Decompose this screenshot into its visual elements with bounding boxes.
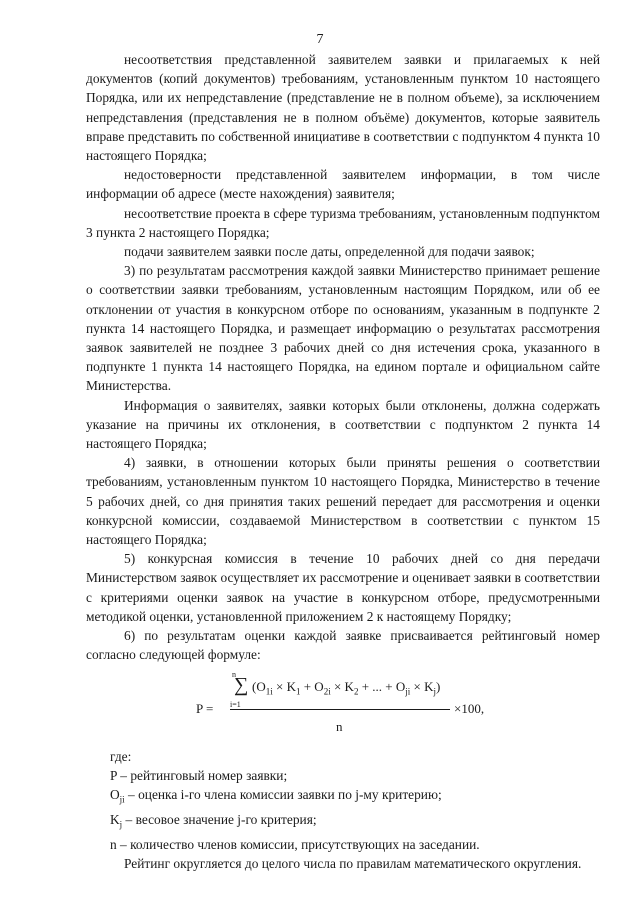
paragraph-9: 6) по результатам оценки каждой заявке присваивается рейтинговый номер согласно следующей формуле: [86,628,600,663]
fraction-line [230,709,450,710]
paragraph-2: недостоверности представленной заявителем информации, в том числе информации об адресе (месте нахождения) заявителя; [86,167,600,202]
paragraph-3: несоответствие проекта в сфере туризма требованиям, установленным подпунктом 3 пункта 2 настоящего Порядка; [86,205,600,240]
oji-text: – оценка i-го члена комиссии заявки по j-му критерию; [124,786,442,802]
paragraph-4: подачи заявителем заявки после даты, определенной для подачи заявок; [124,244,535,260]
paragraph-5: 3) по результатам рассмотрения каждой заявки Министерство принимает решение о соответствии заявки требованиям, установленным настоящим Порядком, или об ее отклонении от участия в конкурсном отборе по основаниям, указанным в подпункте 2 пункта 14 настоящего Порядка, и размещает информацию о результатах рассмотрения заявок заявителей не позднее 3 рабочих дней со дня истечения срока, указанного в подпункте 1 пункта 14 настоящего Порядка, на едином портале и официальном сайте Министерства. [86,263,600,394]
oji-symbol: O [110,786,120,802]
sum-upper-limit: n [232,669,236,679]
paragraph-8: 5) конкурсная комиссия в течение 10 рабочих дней со дня передачи Министерством заявок осуществляет их рассмотрение и оценивает заявки в соответствии с критериями оценки заявок на участие в конкурсном отборе, предусмотренными методикой оценки, установленной приложением 2 к настоящему Порядку; [86,551,600,624]
document-body [86,50,600,873]
oji-subscript: ji [119,794,125,805]
paragraph-6: Информация о заявителях, заявки которых были отклонены, должна содержать указание на причины их отклонения, в соответствии с подпунктом 2 пункта 14 настоящего Порядка; [86,397,600,452]
formula-multiplier: ×100, [454,700,485,716]
formula-result-label: P = [196,700,214,716]
formula-denominator: n [336,718,343,734]
definition-p: P – рейтинговый номер заявки; [110,767,288,783]
paragraph-1: несоответствия представленной заявителем заявки и прилагаемых к ней документов (копий документов) требованиям, установленным пунктом 10 настоящего Порядка, или их непредставление (представление не в полном объеме), за исключением непредставления (представления не в полном объёме) документов, которые заявитель вправе представить по собственной инициативе в соответствии с подпунктом 4 пункта 10 настоящего Порядка; [86,52,600,164]
where-label: где: [110,748,132,764]
kj-subscript: j [119,819,123,830]
sum-symbol: ∑ [234,673,249,696]
definition-oji [86,785,600,810]
kj-symbol: K [110,811,120,827]
definition-kj [86,810,600,835]
rating-formula [86,669,600,743]
kj-text: – весовое значение j-го критерия; [122,811,317,827]
page-number: 7 [316,32,324,47]
paragraph-7: 4) заявки, в отношении которых были приняты решения о соответствии требованиям, установленным пунктом 10 настоящего Порядка, Министерство в течение 5 рабочих дней, со дня принятия таких решений передает для рассмотрения и оценки конкурсной комиссии, создаваемой Министерством в соответствии с пунктом 15 настоящего Порядка; [86,455,600,548]
sum-lower-limit: i=1 [230,699,241,709]
definition-n: n – количество членов комиссии, присутствующих на заседании. [110,836,480,852]
formula-numerator: ($O_{1i} \times K_1 + O_{2i} \times K_2$ + ... + $O_{ji} \times K_j$) [252,678,441,697]
final-paragraph: Рейтинг округляется до целого числа по правилам математического округления. [124,855,582,871]
